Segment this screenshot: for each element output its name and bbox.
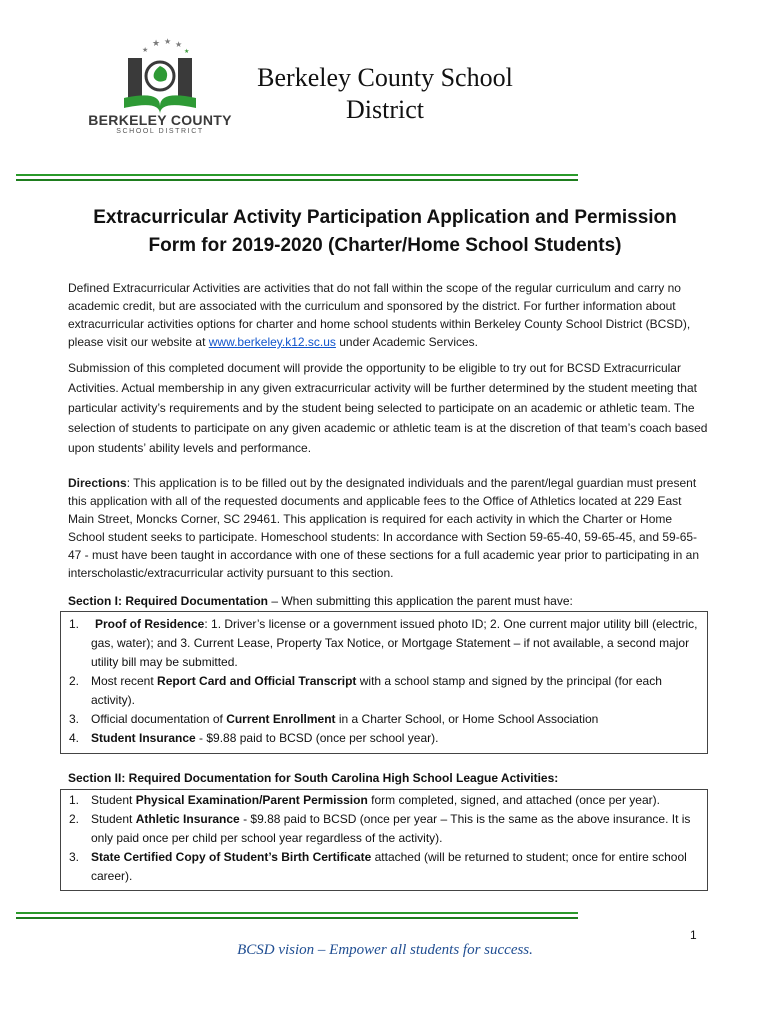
intro-after: under Academic Services. <box>335 335 478 349</box>
item-bold: Student Insurance <box>91 731 196 745</box>
item-bold: Physical Examination/Parent Permission <box>135 793 368 807</box>
item-text: form completed, signed, and attached (once per year). <box>367 793 660 807</box>
section1-heading-rest: – When submitting this application the parent must have: <box>268 594 573 608</box>
section1-item <box>69 615 699 672</box>
item-text: : 1. Driver’s license or a government issued photo ID; 2. One current major utility bill (electric, gas, water); and 3. Current Lease, Property Tax Notice, or Mortgage Statement – if not available, a second major utility bill may be submitted. <box>91 617 698 669</box>
svg-text:★: ★ <box>152 39 161 49</box>
bottom-rule <box>16 912 578 914</box>
item-text: - $9.88 paid to BCSD (once per school year). <box>195 731 439 745</box>
item-pre: Official documentation of <box>91 712 227 726</box>
intro-paragraph <box>68 279 708 351</box>
svg-text:★: ★ <box>184 48 190 55</box>
item-number: 1. <box>69 793 80 807</box>
district-title-line2: District <box>346 95 424 124</box>
item-number: 2. <box>69 812 80 826</box>
top-rule-2 <box>16 179 578 181</box>
item-number: 2. <box>69 674 80 688</box>
item-pre: Student <box>91 793 136 807</box>
district-title-line1: Berkeley County School <box>257 63 513 92</box>
page-number: 1 <box>690 928 697 942</box>
bottom-rule-2 <box>16 917 578 919</box>
item-bold: Proof of Residence <box>95 617 205 631</box>
item-number: 4. <box>69 731 80 745</box>
website-link[interactable]: www.berkeley.k12.sc.us <box>208 335 336 349</box>
logo-wordmark: BERKELEY COUNTY <box>88 112 232 128</box>
section2-item <box>69 810 699 848</box>
svg-text:★: ★ <box>164 37 172 46</box>
section2-item <box>69 848 699 886</box>
district-title <box>240 62 530 126</box>
section2-heading <box>68 769 708 787</box>
section2-item <box>69 791 699 810</box>
section1-item <box>69 729 699 748</box>
svg-text:★: ★ <box>175 40 183 49</box>
item-bold: Report Card and Official Transcript <box>157 674 357 688</box>
logo-subtitle: SCHOOL DISTRICT <box>116 128 204 135</box>
submission-paragraph <box>68 358 708 458</box>
section1-box <box>60 611 708 754</box>
item-bold: State Certified Copy of Student’s Birth Certificate <box>91 850 372 864</box>
section2-box <box>60 789 708 891</box>
svg-text:★: ★ <box>142 46 149 54</box>
item-pre: Most recent <box>91 674 158 688</box>
item-number: 3. <box>69 712 80 726</box>
item-number: 3. <box>69 850 80 864</box>
item-bold: Athletic Insurance <box>135 812 240 826</box>
form-title-line2: Form for 2019-2020 (Charter/Home School Students) <box>148 235 622 256</box>
section1-item <box>69 672 699 710</box>
item-pre: Student <box>91 812 136 826</box>
item-text: in a Charter School, or Home School Association <box>335 712 599 726</box>
form-title-line1: Extracurricular Activity Participation Application and Permission <box>93 207 677 228</box>
section1-heading <box>68 592 708 610</box>
directions-label: Directions <box>68 476 127 490</box>
item-text: with a school stamp and signed by the principal (for each activity). <box>91 674 662 707</box>
section1-heading-bold: Section I: Required Documentation <box>68 594 269 608</box>
section2-heading-bold: Section II: Required Documentation for South Carolina High School League Activities: <box>68 771 559 785</box>
directions-paragraph <box>68 474 708 582</box>
top-rule <box>16 174 578 176</box>
item-bold: Current Enrollment <box>226 712 336 726</box>
intro-text: Defined Extracurricular Activities are activities that do not fall within the scope of the regular curriculum and carry no academic credit, but are associated with the curriculum and sponsored by the district. For further information about extracurricular activities options for charter and home school students within Berkeley County School District (BCSD), please visit our website at <box>68 281 691 349</box>
item-text: attached (will be returned to student; once for entire school career). <box>91 850 687 883</box>
vision-statement: BCSD vision – Empower all students for success. <box>237 942 533 958</box>
item-number: 1. <box>69 617 80 631</box>
item-text: - $9.88 paid to BCSD (once per year – This is the same as the above insurance. It is only paid once per child per school year regardless of the activity). <box>91 812 691 845</box>
directions-text: : This application is to be filled out by the designated individuals and the parent/legal guardian must present this application with all of the requested documents and applicable fees to the Office of Athletics located at 229 East Main Street, Moncks Corner, SC 29461. This application is required for each activity in which the Charter or Home School student seeks to participate. Homeschool students: In accordance with Section 59-65-40, 59-65-45, and 59-65-47 - must have been taught in accordance with one of these sections for a full academic year prior to participating in an interscholastic/extracurricular activity pursuant to this section. <box>68 476 700 580</box>
form-title <box>60 204 710 260</box>
section1-item <box>69 710 699 729</box>
submission-text: Submission of this completed document will provide the opportunity to be eligible to try out for BCSD Extracurricular Activities. Actual membership in any given extracurricular activity will be further determined by the student meeting that particular activity’s requirements and by the student being selected to participate on an academic or athletic team. The selection of students to participate on any given academic or athletic team is at the discretion of that team’s coach based upon students’ ability levels and performance. <box>68 361 708 455</box>
